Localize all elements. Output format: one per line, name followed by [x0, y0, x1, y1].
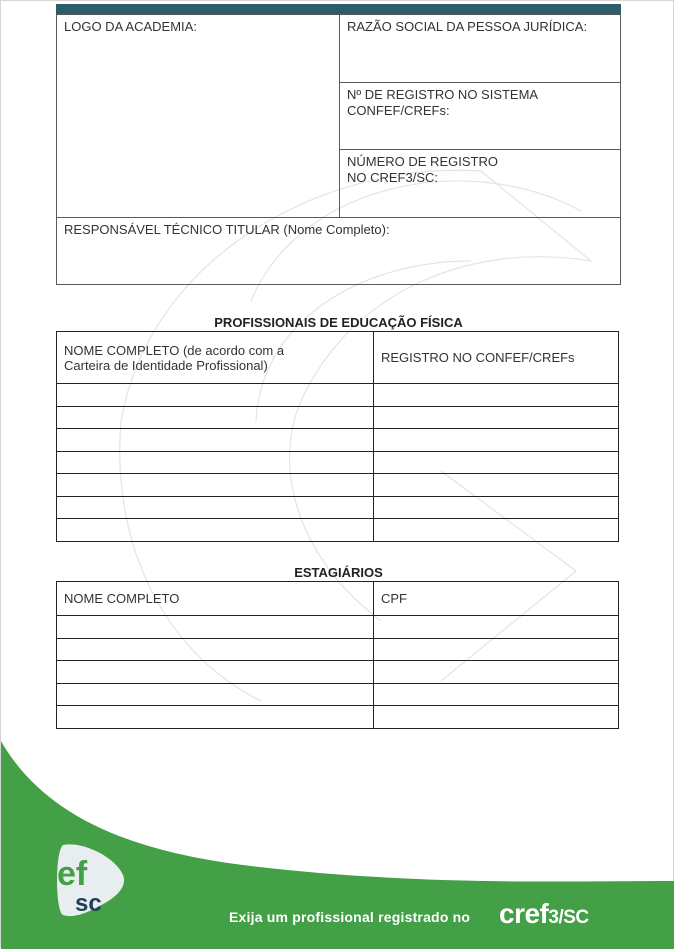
table-row — [57, 683, 619, 706]
register-input-cell[interactable] — [374, 406, 619, 429]
name-input-cell[interactable] — [57, 519, 374, 542]
name-input-cell[interactable] — [57, 451, 374, 474]
register-input-cell[interactable] — [374, 429, 619, 452]
table-row — [57, 616, 619, 639]
responsavel-tecnico-field[interactable] — [56, 217, 621, 285]
cref-brand — [499, 898, 589, 930]
numero-registro-label: NÚMERO DE REGISTRO NO CREF3/SC: — [347, 154, 498, 185]
logo-field-label: LOGO DA ACADEMIA: — [64, 19, 197, 34]
logo-ef-text: ef — [57, 855, 88, 893]
table-row — [57, 661, 619, 684]
footer-tagline: Exija um profissional registrado no — [229, 909, 471, 925]
register-input-cell[interactable] — [374, 683, 619, 706]
header-bar — [56, 4, 621, 14]
cref-brand-name: cref — [499, 898, 549, 929]
register-input-cell[interactable] — [374, 496, 619, 519]
col-registro-header: REGISTRO NO CONFEF/CREFs — [374, 332, 619, 384]
estagiarios-title: ESTAGIÁRIOS — [294, 565, 383, 580]
table-header-row — [57, 582, 619, 616]
table-row — [57, 384, 619, 407]
profissionais-table — [56, 331, 619, 542]
table-row — [57, 406, 619, 429]
name-input-cell[interactable] — [57, 496, 374, 519]
name-input-cell[interactable] — [57, 638, 374, 661]
cref-brand-region: 3/SC — [548, 907, 589, 928]
table-row — [57, 451, 619, 474]
efsc-logo — [53, 841, 127, 919]
register-input-cell[interactable] — [374, 384, 619, 407]
name-input-cell[interactable] — [57, 616, 374, 639]
register-input-cell[interactable] — [374, 616, 619, 639]
table-row — [57, 496, 619, 519]
estagiarios-table — [56, 581, 619, 729]
register-input-cell[interactable] — [374, 474, 619, 497]
register-input-cell[interactable] — [374, 451, 619, 474]
logo-field[interactable] — [56, 14, 340, 218]
name-input-cell[interactable] — [57, 429, 374, 452]
table-row — [57, 638, 619, 661]
register-input-cell[interactable] — [374, 661, 619, 684]
name-input-cell[interactable] — [57, 406, 374, 429]
registro-sistema-label: Nº DE REGISTRO NO SISTEMA CONFEF/CREFs: — [347, 87, 539, 118]
col-nome-header: NOME COMPLETO (de acordo com a Carteira de Identidade Profissional) — [57, 332, 374, 384]
name-input-cell[interactable] — [57, 706, 374, 729]
register-input-cell[interactable] — [374, 638, 619, 661]
razao-social-field[interactable] — [339, 14, 621, 83]
col-nome-header: NOME COMPLETO — [57, 582, 374, 616]
table-row — [57, 429, 619, 452]
razao-social-label: RAZÃO SOCIAL DA PESSOA JURÍDICA: — [347, 19, 588, 34]
registro-sistema-field[interactable] — [339, 82, 621, 150]
register-input-cell[interactable] — [374, 519, 619, 542]
table-row — [57, 474, 619, 497]
name-input-cell[interactable] — [57, 384, 374, 407]
numero-registro-field[interactable] — [339, 149, 621, 218]
table-header-row — [57, 332, 619, 384]
profissionais-title: PROFISSIONAIS DE EDUCAÇÃO FÍSICA — [214, 315, 463, 330]
col-cpf-header: CPF — [374, 582, 619, 616]
name-input-cell[interactable] — [57, 683, 374, 706]
register-input-cell[interactable] — [374, 706, 619, 729]
name-input-cell[interactable] — [57, 661, 374, 684]
name-input-cell[interactable] — [57, 474, 374, 497]
responsavel-tecnico-label: RESPONSÁVEL TÉCNICO TITULAR (Nome Completo): — [64, 222, 390, 237]
table-row — [57, 706, 619, 729]
logo-sc-text: sc — [75, 890, 102, 917]
table-row — [57, 519, 619, 542]
